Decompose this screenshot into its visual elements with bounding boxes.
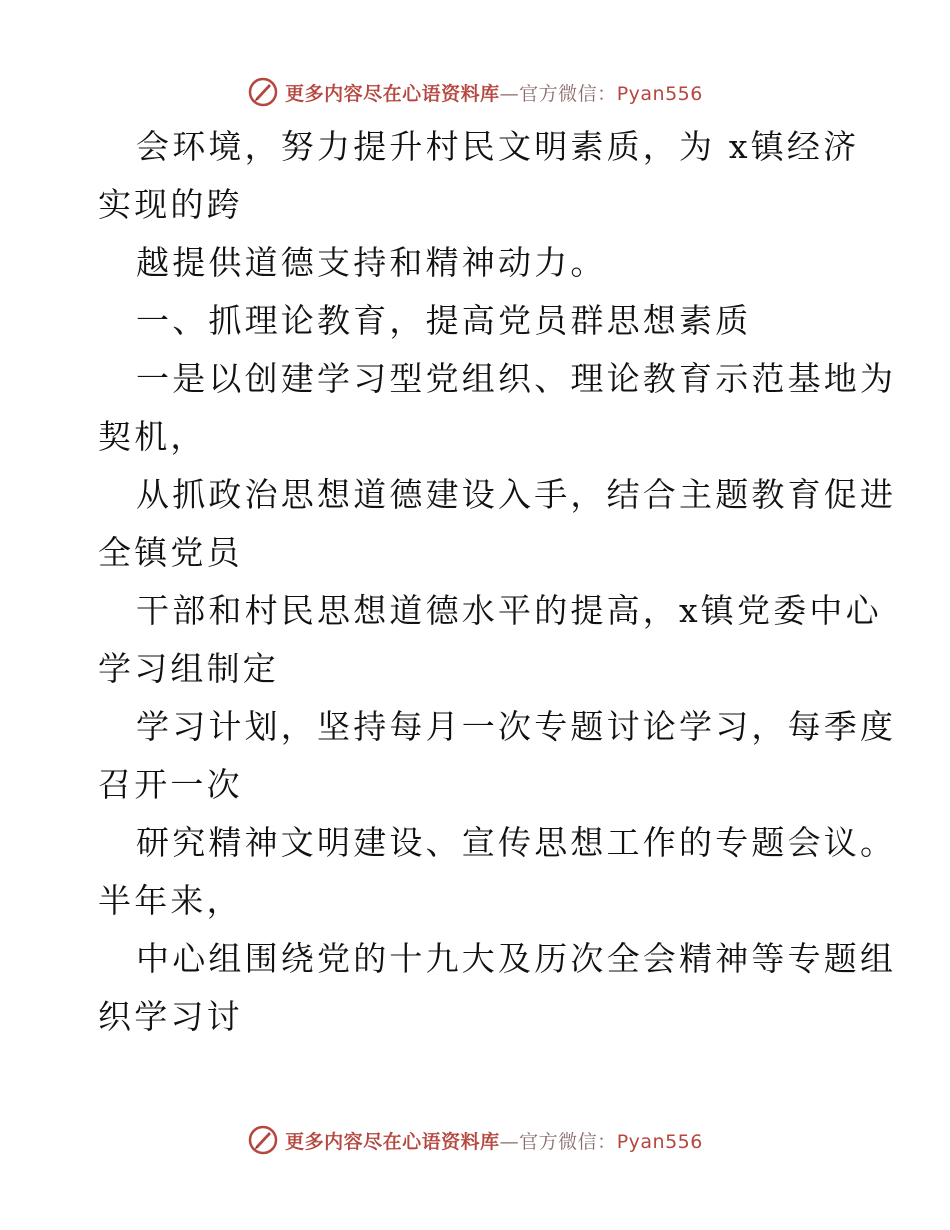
watermark-sub-text: 官方微信： — [519, 1130, 617, 1153]
watermark-separator: — — [499, 82, 520, 105]
text-line: 召开一次 — [98, 765, 243, 804]
text-line: 契机， — [98, 417, 207, 456]
text-line: 学习组制定 — [98, 649, 279, 688]
quill-seal-icon — [247, 1124, 279, 1156]
watermark-sub-text: 官方微信： — [519, 82, 617, 105]
text-line: 中心组围绕党的十九大及历次全会精神等专题组 — [136, 939, 897, 978]
document-body — [98, 118, 897, 1046]
text-line: 越提供道德支持和精神动力。 — [136, 243, 607, 282]
text-line: 全镇党员 — [98, 533, 243, 572]
quill-seal-icon — [247, 76, 279, 108]
watermark-account: Pyan556 — [616, 1130, 703, 1153]
footer-watermark — [0, 1120, 950, 1160]
text-line: 研究精神文明建设、宣传思想工作的专题会议。 — [136, 823, 897, 862]
watermark-text — [285, 1127, 703, 1154]
header-watermark — [0, 72, 950, 112]
text-line: 一、抓理论教育，提高党员群思想素质 — [136, 301, 752, 340]
text-line: 学习计划，坚持每月一次专题讨论学习，每季度 — [136, 707, 897, 746]
text-line: 织学习讨 — [98, 997, 243, 1036]
watermark-main-text: 更多内容尽在心语资料库 — [285, 1130, 500, 1153]
watermark-separator: — — [499, 1130, 520, 1153]
text-line: 实现的跨 — [98, 185, 243, 224]
text-line: 从抓政治思想道德建设入手，结合主题教育促进 — [136, 475, 897, 514]
text-line: 一是以创建学习型党组织、理论教育示范基地为 — [136, 359, 897, 398]
text-line: 干部和村民思想道德水平的提高，x镇党委中心 — [136, 591, 882, 630]
watermark-main-text: 更多内容尽在心语资料库 — [285, 82, 500, 105]
watermark-account: Pyan556 — [616, 82, 703, 105]
text-line: 会环境，努力提升村民文明素质，为 x镇经济 — [136, 127, 860, 166]
watermark-text — [285, 79, 703, 106]
text-line: 半年来， — [98, 881, 243, 920]
